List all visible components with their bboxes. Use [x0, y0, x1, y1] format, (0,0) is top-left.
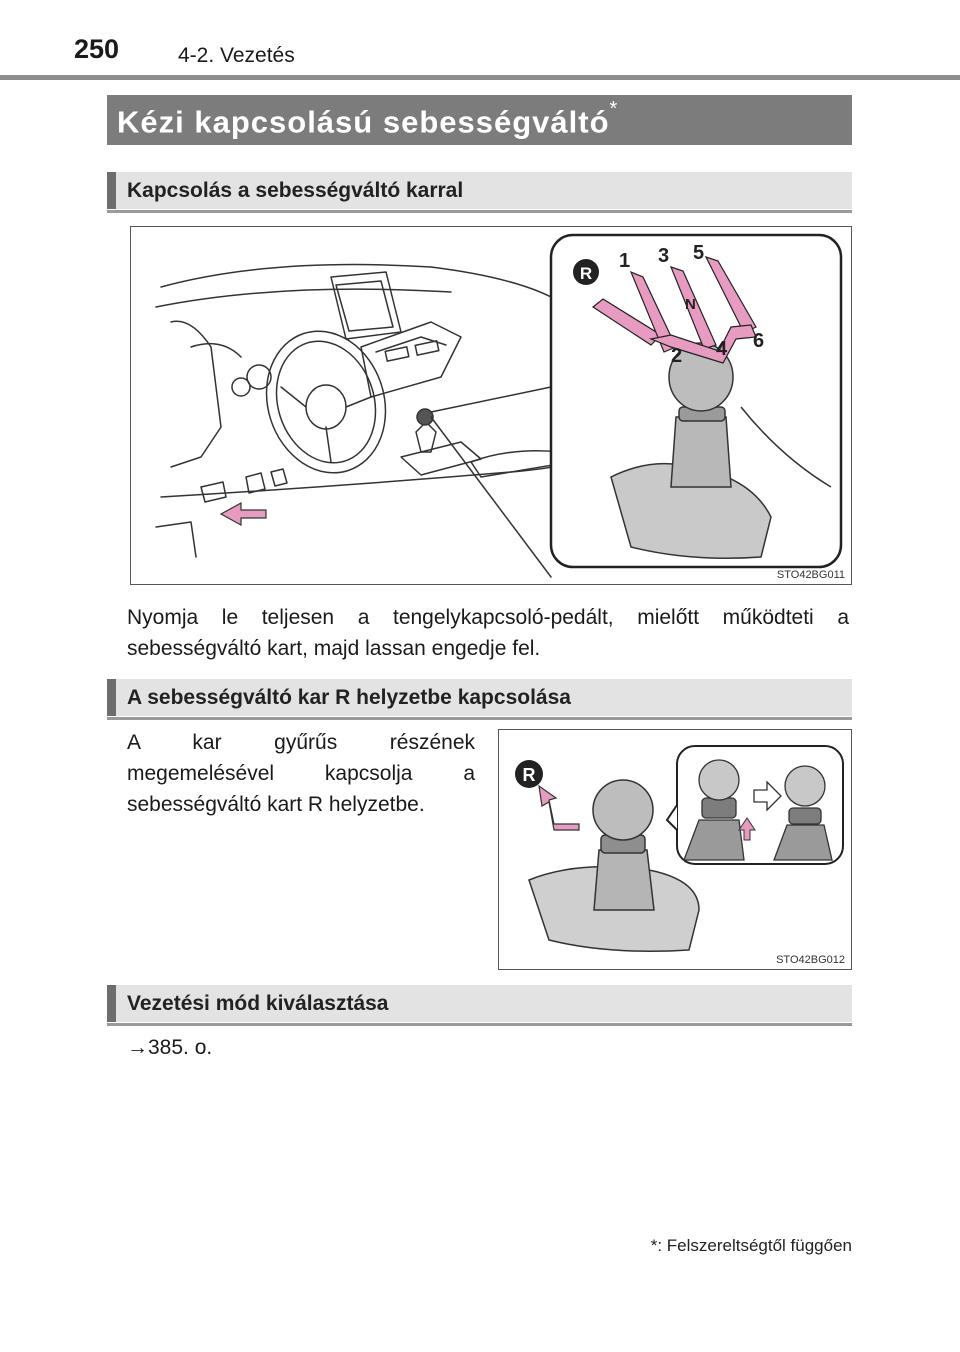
page-number: 250 [74, 34, 120, 64]
figure-shift-lever [130, 226, 852, 585]
header-divider [0, 75, 960, 80]
section-breadcrumb: 4-2. Vezetés [178, 44, 295, 67]
page-title-bar [107, 95, 852, 145]
page-header [0, 0, 960, 80]
gear-label-1: 1 [619, 250, 631, 272]
heading-underline [107, 717, 852, 720]
figure-reverse-gear [498, 729, 852, 970]
footnote [651, 1236, 852, 1256]
section-heading: A sebességváltó kar R helyzetbe kapcsolása [127, 686, 571, 709]
equipment-asterisk: * [609, 98, 619, 120]
paragraph-clutch-instruction: Nyomja le teljesen a tengelykapcsoló-pedált, mielőtt működteti a sebességváltó kart, majd lassan engedje fel. [127, 606, 849, 660]
gear-label-5: 5 [693, 242, 705, 264]
paragraph-reverse-instruction: A kar gyűrűs részének megemelésével kapcsolja a sebességváltó kart R helyzetbe. [127, 731, 475, 816]
footnote-text: : Felszereltségtől függően [657, 1236, 852, 1255]
reverse-gear-label: R [522, 765, 536, 785]
figure-code: STO42BG011 [776, 569, 845, 581]
gear-label-r: R [579, 264, 593, 283]
page-title: Kézi kapcsolású sebességváltó* [117, 98, 619, 140]
gear-label-4: 4 [716, 338, 728, 360]
gear-label-2: 2 [671, 345, 683, 367]
reverse-direction-arrow [539, 786, 579, 830]
heading-accent [107, 679, 116, 716]
page-reference-link[interactable]: →385. o. [127, 1036, 213, 1059]
section-heading: Vezetési mód kiválasztása [127, 992, 389, 1015]
figure-code: STO42BG012 [776, 954, 845, 966]
gear-label-6: 6 [753, 330, 765, 352]
section-heading-bar [107, 679, 852, 716]
footnote-asterisk: * [650, 1236, 658, 1255]
shift-lever-illustration [131, 227, 851, 584]
heading-underline [107, 210, 852, 213]
section-heading: Kapcsolás a sebességváltó karral [127, 179, 464, 202]
reverse-gear-illustration [499, 730, 851, 969]
gear-label-3: 3 [658, 245, 670, 267]
section-heading-bar [107, 172, 852, 209]
heading-accent [107, 172, 116, 209]
heading-underline [107, 1023, 852, 1026]
clutch-pedal-arrow [221, 503, 266, 525]
section-heading-bar [107, 985, 852, 1022]
gear-label-n: N [685, 296, 696, 313]
heading-accent [107, 985, 116, 1022]
